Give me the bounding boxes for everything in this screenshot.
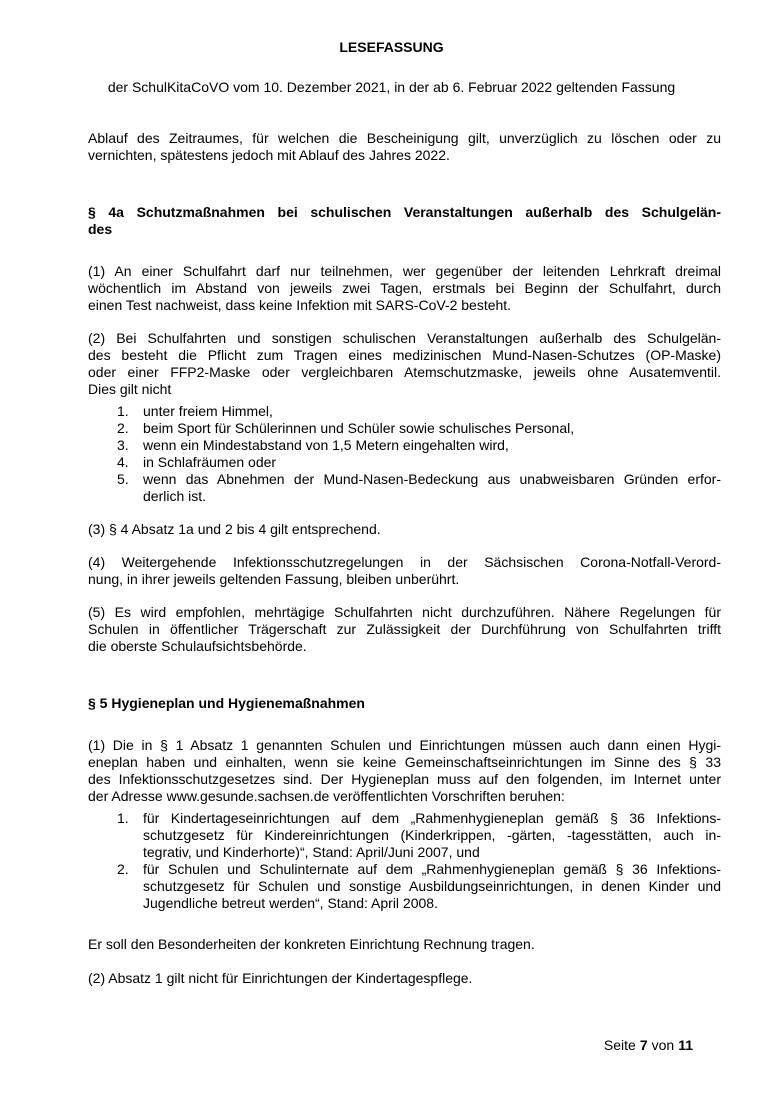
text-line: (1) An einer Schulfahrt darf nur teilnehmen, wer gegenüber der leitenden Lehrkraft dreimal <box>88 263 721 279</box>
paragraph <box>88 330 721 398</box>
section-heading <box>88 204 721 238</box>
section-heading <box>88 695 721 712</box>
text-line: einen Test nachweist, dass keine Infektion mit SARS-CoV-2 besteht. <box>88 297 512 313</box>
text-line: oder einer FFP2-Maske oder vergleichbaren Atemschutzmaske, jeweils ohne Ausatemventil. <box>88 364 721 380</box>
text-line: unter freiem Himmel, <box>143 403 273 419</box>
list-item <box>88 437 721 454</box>
text-line: der Adresse www.gesunde.sachsen.de veröffentlichten Vorschriften beruhen: <box>88 788 565 804</box>
text-line: des <box>88 221 113 237</box>
text-line: Ablauf des Zeitraumes, für welchen die Bescheinigung gilt, unverzüglich zu löschen oder zu <box>88 130 721 146</box>
text-line: für Schulen und Schulinternate auf dem „Rahmenhygieneplan gemäß § 36 Infektions- <box>143 861 721 877</box>
text-line: § 5 Hygieneplan und Hygienemaßnahmen <box>88 695 365 711</box>
text-line: Jugendliche betreut werden“, Stand: April 2008. <box>143 895 438 911</box>
text-line: schutzgesetz für Kindereinrichtungen (Kinderkrippen, -gärten, -tagesstätten, auch in- <box>143 827 721 843</box>
footer-total-pages: 11 <box>678 1037 693 1053</box>
text-line: beim Sport für Schülerinnen und Schüler sowie schulisches Personal, <box>143 420 575 436</box>
document-subtitle: der SchulKitaCoVO vom 10. Dezember 2021, in der ab 6. Februar 2022 geltenden Fassung <box>107 79 676 95</box>
list-item-number: 4. <box>117 454 129 470</box>
list-item <box>88 420 721 437</box>
footer-of-label: von <box>651 1037 675 1053</box>
text-line: Schulen in öffentlicher Trägerschaft zur Zulässigkeit der Durchführung von Schulfahrten trifft <box>88 621 721 637</box>
paragraph <box>88 263 721 314</box>
paragraph <box>88 970 721 987</box>
text-line: (2) Absatz 1 gilt nicht für Einrichtungen der Kindertagespflege. <box>88 970 473 986</box>
numbered-list <box>88 403 721 505</box>
text-line: schutzgesetz für Schulen und sonstige Ausbildungseinrichtungen, in denen Kinder und <box>143 878 721 894</box>
text-line: wöchentlich im Abstand von jeweils zwei Tagen, erstmals bei Beginn der Schulfahrt, durch <box>88 280 721 296</box>
text-line: (3) § 4 Absatz 1a und 2 bis 4 gilt entsprechend. <box>88 521 381 537</box>
list-item-number: 2. <box>117 420 129 436</box>
text-line: § 4a Schutzmaßnahmen bei schulischen Veranstaltungen außerhalb des Schulgelän- <box>88 204 721 220</box>
text-line: Er soll den Besonderheiten der konkreten Einrichtung Rechnung tragen. <box>88 936 535 952</box>
list-item-number: 2. <box>117 861 129 877</box>
document-body <box>88 130 721 987</box>
text-line: (4) Weitergehende Infektionsschutzregelungen in der Sächsischen Corona-Notfall-Verord- <box>88 554 721 570</box>
text-line: derlich ist. <box>143 488 207 504</box>
paragraph <box>88 554 721 588</box>
text-line: die oberste Schulaufsichtsbehörde. <box>88 638 307 654</box>
list-item <box>88 471 721 505</box>
list-item <box>88 810 721 861</box>
paragraph <box>88 130 721 164</box>
list-item-number: 5. <box>117 471 129 487</box>
text-line: (1) Die in § 1 Absatz 1 genannten Schulen und Einrichtungen müssen auch dann einen Hygi- <box>88 737 721 753</box>
paragraph <box>88 521 721 538</box>
list-item <box>88 861 721 912</box>
paragraph <box>88 737 721 805</box>
text-line: für Kindertageseinrichtungen auf dem „Rahmenhygieneplan gemäß § 36 Infektions- <box>143 810 721 826</box>
footer-label: Seite <box>603 1037 636 1053</box>
list-item-number: 1. <box>117 403 129 419</box>
numbered-list <box>88 810 721 912</box>
text-line: Dies gilt nicht <box>88 381 172 397</box>
footer-page-number: 7 <box>639 1037 648 1053</box>
list-item <box>88 403 721 420</box>
text-line: (5) Es wird empfohlen, mehrtägige Schulfahrten nicht durchzuführen. Nähere Regelungen für <box>88 604 721 620</box>
text-line: wenn das Abnehmen der Mund-Nasen-Bedeckung aus unabweisbaren Gründen erfor- <box>143 471 721 487</box>
text-line: (2) Bei Schulfahrten und sonstigen schulischen Veranstaltungen außerhalb des Schulgelän- <box>88 330 721 346</box>
list-item-number: 1. <box>117 810 129 826</box>
text-line: eneplan haben und einhalten, wenn sie keine Gemeinschaftseinrichtungen im Sinne des § 33 <box>88 754 721 770</box>
list-item <box>88 454 721 471</box>
text-line: des Infektionsschutzgesetzes sind. Der Hygieneplan muss auf den folgenden, im Internet unter <box>88 771 721 787</box>
list-item-number: 3. <box>117 437 129 453</box>
text-line: nung, in ihrer jeweils geltenden Fassung, bleiben unberührt. <box>88 571 460 587</box>
document-title: LESEFASSUNG <box>339 39 444 55</box>
paragraph <box>88 604 721 655</box>
text-line: wenn ein Mindestabstand von 1,5 Metern eingehalten wird, <box>143 437 509 453</box>
text-line: vernichten, spätestens jedoch mit Ablauf des Jahres 2022. <box>88 147 450 163</box>
paragraph <box>88 936 721 953</box>
text-line: tegrativ, und Kinderhorte)“, Stand: April/Juni 2007, und <box>143 844 480 860</box>
text-line: in Schlafräumen oder <box>143 454 277 470</box>
text-line: des besteht die Pflicht zum Tragen eines medizinischen Mund-Nasen-Schutzes (OP-Maske) <box>88 347 721 363</box>
page-footer <box>604 1037 693 1054</box>
